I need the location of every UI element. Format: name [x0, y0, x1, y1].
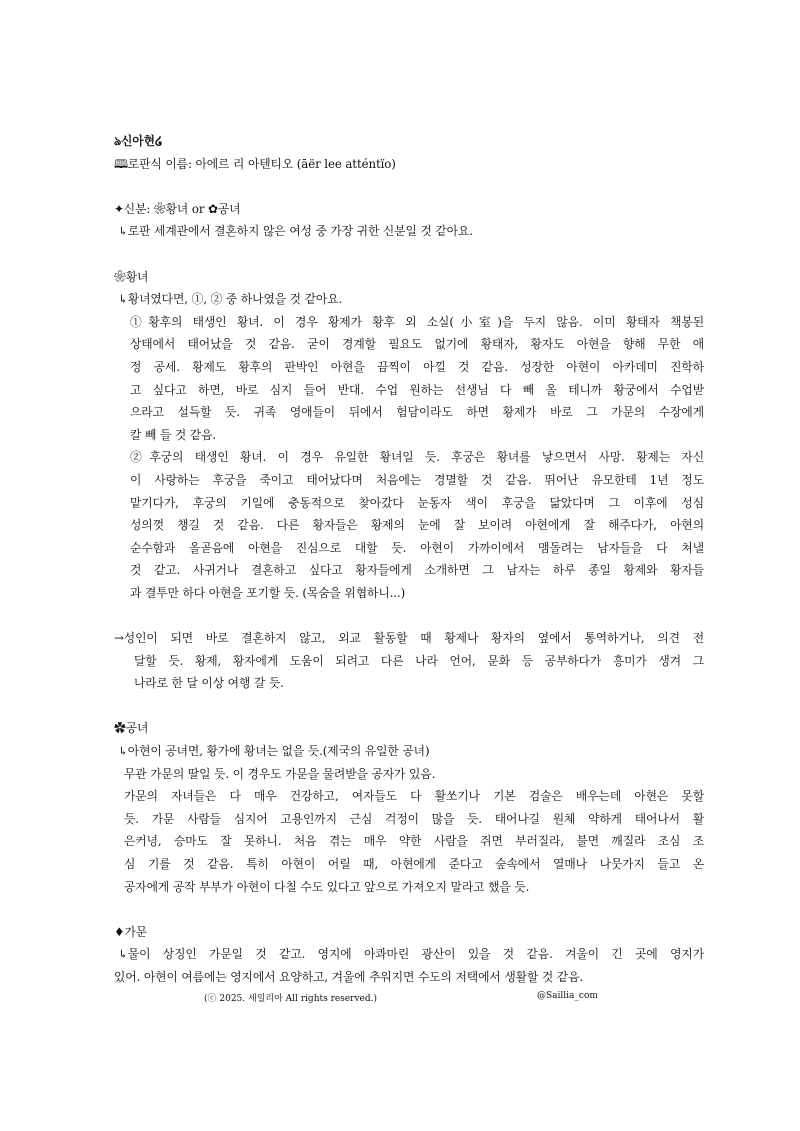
spacer [114, 175, 704, 198]
paragraph-line: →성인이 되면 바로 결혼하지 않고, 외교 활동할 때 황제나 황자의 옆에서 통역하거나, 의견 전 [114, 631, 704, 646]
paragraph-line: 으라고 설득할 듯. 귀족 영애들이 뒤에서 험담이라도 하면 황제가 바로 그 가문의 수장에게 [130, 405, 704, 420]
paragraph-line: 고 싶다고 하면, 바로 심지 들어 반대. 수업 원하는 선생님 다 빼 올 테니까 황궁에서 수업받 [130, 382, 704, 397]
paragraph-line: 나라로 한 달 이상 여행 갈 듯. [134, 676, 284, 691]
status-label: ✦신분: ❀황녀 or ✿공녀 [114, 201, 241, 216]
paragraph-line: 공자에게 공작 부부가 아현이 다칠 수도 있다고 앞으로 가져오지 말라고 했을 듯. [124, 879, 530, 894]
princess-option-2 [114, 446, 704, 604]
character-name: ঌ신아현໒ [114, 134, 163, 148]
paragraph-line: 맡기다가, 후궁의 기일에 충동적으로 찾아갔다 눈동자 색이 후궁을 닮았다며 그 이후에 성심 [130, 495, 704, 510]
copyright-text: (ⓒ 2025. 세일리아 All rights reserved.) [204, 994, 378, 1004]
princess-heading: ❀황녀 [114, 269, 149, 284]
lady-line-1: 무관 가문의 딸일 듯. 이 경우도 가문을 물려받을 공자가 있음. [124, 766, 436, 781]
spacer [114, 243, 704, 266]
paragraph-line: 달할 듯. 황제, 황자에게 도움이 되려고 다른 나라 언어, 문화 등 공부하다가 흥미가 생겨 그 [134, 653, 704, 668]
page-footer [0, 991, 800, 1007]
document-body [114, 130, 704, 989]
paragraph-line: ①황후의 태생인 황녀. 이 경우 황제가 황후 외 소실(小室)을 두지 않음. 이미 황태자 책봉된 [130, 314, 704, 329]
paragraph-line: 순수함과 올곧음에 아현을 진심으로 대할 듯. 아현이 가까이에서 맴돌려는 남자들을 다 쳐낼 [130, 540, 704, 555]
romance-name: 🕮로판식 이름: 아에르 리 아텐티오 (āër lee atténtïo) [114, 156, 396, 171]
paragraph-line: 가문의 자녀들은 다 매우 건강하고, 여자들도 다 활쏘기나 기본 검술은 배우는데 아현은 못할 [124, 789, 704, 804]
paragraph-line: 상태에서 태어났을 것 같음. 굳이 경계할 필요도 없기에 황태자, 황자도 아현을 향해 무한 애 [130, 337, 704, 352]
family-heading: ♦가문 [114, 924, 148, 939]
paragraph-line: 칼 빼 들 것 같음. [130, 427, 217, 442]
princess-option-1 [114, 311, 704, 447]
paragraph-line: 듯. 가문 사람들 심지어 고용인까지 근심 걱정이 많을 듯. 태어나길 원체 약하게 태어나서 활 [124, 811, 704, 826]
adult-paragraph [114, 627, 704, 695]
paragraph-line: 것 같고. 사귀거나 결혼하고 싶다고 황자들에게 소개하면 그 남자는 하루 종일 황제와 황자들 [130, 563, 704, 578]
paragraph-line: 과 결투만 하다 아현을 포기할 듯. (목숨을 위협하니...) [130, 585, 406, 600]
status-note: ↳로판 세계관에서 결혼하지 않은 여성 중 가장 귀한 신분일 것 같아요. [118, 224, 473, 239]
paragraph-line: 이 사랑하는 후궁을 죽이고 태어났다며 처음에는 경멸할 것 같음. 뛰어난 유모한테 1년 정도 [130, 472, 704, 487]
family-line-2: 있어. 아현이 여름에는 영지에서 요양하고, 겨울에 추워지면 수도의 저택에서 생활할 것 같음. [114, 969, 584, 984]
family-line-1: ↳물이 상징인 가문일 것 같고. 영지에 아콰마린 광산이 있을 것 같음. 겨울이 긴 곳에 영지가 [118, 947, 704, 962]
spacer [114, 898, 704, 921]
paragraph-line: ②후궁의 태생인 황녀. 이 경우 유일한 황녀일 듯. 후궁은 황녀를 낳으면서 사망. 황제는 자신 [130, 450, 704, 465]
lady-paragraph [114, 785, 704, 898]
spacer [114, 604, 704, 627]
author-handle: @Saillia_com [537, 991, 598, 1001]
paragraph-line: 은커녕, 승마도 잘 못하니. 처음 겪는 매우 약한 사람을 쥐면 부러질라, 불면 깨질라 조심 조 [124, 834, 704, 849]
paragraph-line: 성의껏 챙길 것 같음. 다른 황자들은 황제의 눈에 잘 보이려 아현에게 잘 해주다가, 아현의 [130, 518, 704, 533]
paragraph-line: 정 공세. 황제도 황후의 판박인 아현을 끔찍이 아낄 것 같음. 성장한 아현이 아카데미 진학하 [130, 359, 704, 374]
lady-heading: ✿공녀 [114, 721, 149, 736]
princess-intro: ↳황녀였다면, ①, ② 중 하나였을 것 같아요. [118, 292, 343, 307]
lady-intro: ↳아현이 공녀면, 황가에 황녀는 없을 듯.(제국의 유일한 공녀) [118, 744, 430, 759]
paragraph-line: 심 기를 것 같음. 특히 아현이 어릴 때, 아현에게 준다고 숲속에서 열매나 나뭇가지 들고 온 [124, 857, 704, 871]
spacer [114, 695, 704, 718]
